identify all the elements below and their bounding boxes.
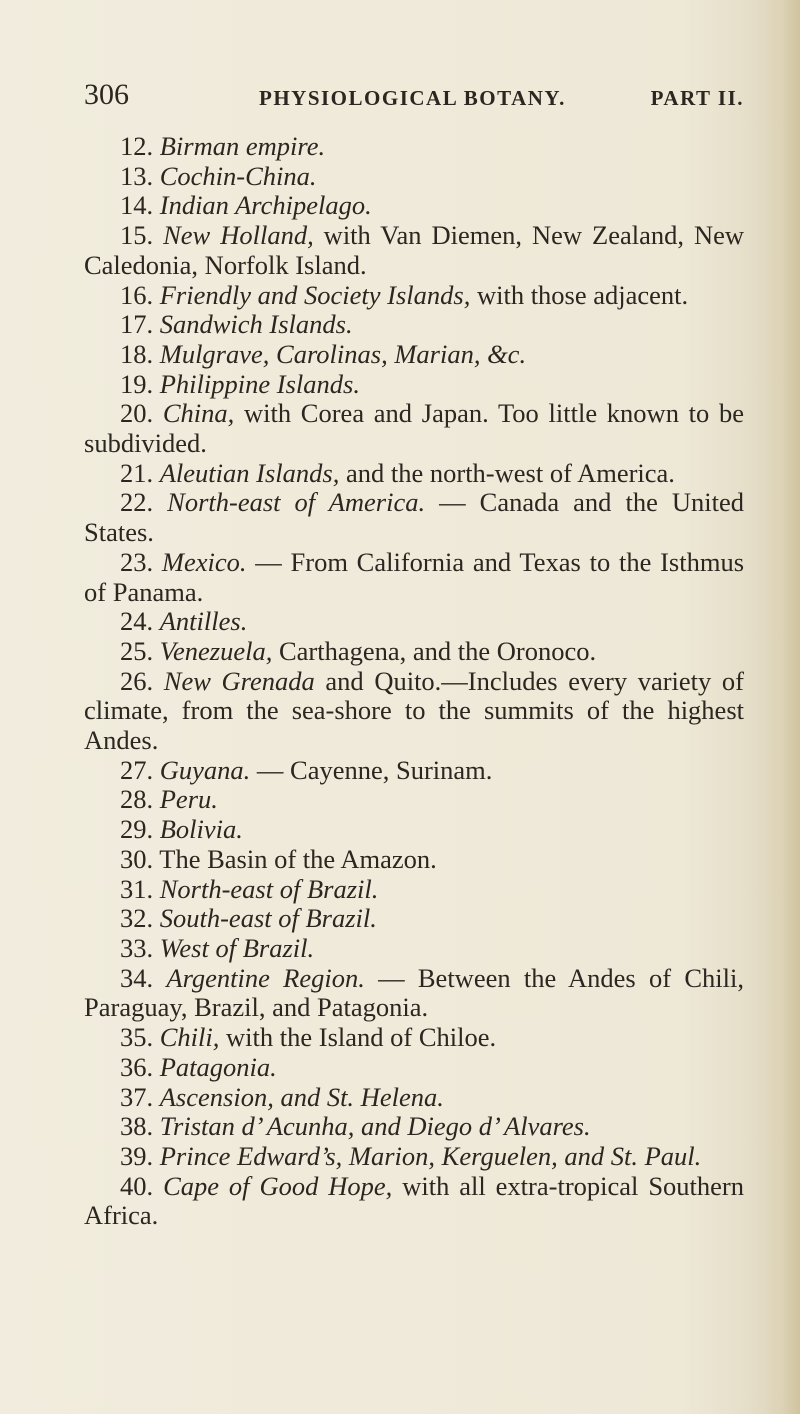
list-item [84, 310, 744, 340]
page-edge-shadow [766, 0, 800, 1414]
list-item [84, 607, 744, 637]
region-name: Guyana. [159, 754, 251, 785]
region-description: and the north-west of America. [339, 457, 675, 488]
region-name: New Grenada [163, 665, 315, 696]
item-number: 12. [120, 131, 160, 161]
list-item [84, 934, 744, 964]
item-number: 14. [120, 190, 160, 221]
page-header [84, 78, 744, 120]
list-item [84, 399, 744, 458]
list-item [84, 845, 744, 875]
list-item [84, 1053, 744, 1083]
list-item [84, 815, 744, 845]
list-item [84, 221, 744, 280]
region-name: Friendly and Society Islands, [159, 279, 471, 310]
list-item [84, 340, 744, 370]
item-number: 17. [120, 309, 160, 340]
region-name: Cochin-China. [159, 160, 317, 191]
region-name: Tristan d’ Acunha, and Diego d’ Alvares. [159, 1111, 591, 1142]
region-name: South-east of Brazil. [159, 903, 377, 934]
item-number: 40. [120, 1170, 164, 1201]
region-name: West of Brazil. [159, 932, 315, 963]
region-name: North-east of America. [167, 487, 426, 518]
item-number: 13. [120, 160, 160, 191]
region-name: Cape of Good Hope, [163, 1170, 393, 1201]
region-name: Mulgrave, Carolinas, Marian, &c. [159, 338, 527, 369]
list-item [84, 281, 744, 311]
item-number: 30. [120, 843, 160, 874]
region-description: Carthagena, and the Oronoco. [272, 635, 597, 666]
item-number: 25. [120, 635, 160, 666]
region-name: Argentine Region. [166, 962, 365, 993]
region-name: Patagonia. [159, 1051, 277, 1082]
list-item [84, 162, 744, 192]
region-description: — From California and Texas to the Isthmus of Panama. [84, 546, 745, 607]
list-item [84, 488, 744, 547]
region-name: Philippine Islands. [159, 368, 360, 399]
item-number: 21. [120, 457, 160, 488]
item-number: 32. [120, 903, 160, 934]
region-description: with Corea and Japan. Too little known to be subdivided. [84, 398, 744, 459]
item-number: 19. [120, 368, 160, 399]
list-item [84, 1023, 744, 1053]
region-description: — Between the Andes of Chili, Paraguay, Brazil, and Patagonia. [84, 962, 744, 1023]
item-number: 26. [120, 665, 164, 696]
item-number: 33. [120, 932, 160, 963]
region-description: — Canada and the United States. [84, 487, 744, 548]
region-name: Venezuela, [159, 635, 273, 666]
region-description: The Basin of the Amazon. [159, 843, 437, 874]
item-number: 18. [120, 338, 160, 369]
item-number: 35. [120, 1022, 160, 1053]
region-description: with those adjacent. [470, 279, 689, 310]
list-item [84, 132, 744, 162]
running-title: PHYSIOLOGICAL BOTANY. [259, 86, 566, 110]
item-number: 15. [120, 220, 164, 251]
list-item [84, 875, 744, 905]
page-number: 306 [84, 78, 129, 111]
region-name: North-east of Brazil. [159, 873, 379, 904]
region-name: Sandwich Islands. [159, 309, 353, 340]
list-item [84, 904, 744, 934]
region-name: China, [162, 398, 235, 429]
region-name: Prince Edward’s, Marion, Kerguelen, and St. Paul. [159, 1140, 702, 1171]
list-item [84, 667, 744, 756]
item-number: 38. [120, 1111, 160, 1142]
region-name: Aleutian Islands, [159, 457, 340, 488]
region-name: New Holland, [163, 220, 314, 251]
list-item [84, 1142, 744, 1172]
region-description: with the Island of Chiloe. [219, 1022, 497, 1053]
region-name: Peru. [159, 784, 218, 815]
item-number: 22. [120, 487, 168, 518]
item-number: 20. [120, 398, 163, 429]
region-name: Mexico. [161, 546, 247, 577]
region-name: Chili, [159, 1022, 220, 1053]
region-description: with all extra-tropical Southern Africa. [84, 1170, 745, 1231]
part-label: PART II. [650, 86, 744, 110]
list-item [84, 459, 744, 489]
list-item [84, 756, 744, 786]
region-name: Indian Archipelago. [159, 190, 372, 221]
item-number: 23. [120, 546, 162, 577]
list-item [84, 1112, 744, 1142]
item-number: 16. [120, 279, 160, 310]
list-item [84, 370, 744, 400]
item-number: 24. [120, 606, 160, 637]
list-item [84, 191, 744, 221]
item-number: 27. [120, 754, 160, 785]
list-item [84, 785, 744, 815]
item-number: 31. [120, 873, 160, 904]
item-number: 34. [120, 962, 167, 993]
region-name: Antilles. [159, 606, 248, 637]
item-number: 28. [120, 784, 160, 815]
item-number: 37. [120, 1081, 160, 1112]
region-description: — Cayenne, Surinam. [250, 754, 493, 785]
region-description: and Quito.—Includes every variety of climate, from the sea-shore to the summits of the highest Andes. [84, 665, 745, 756]
item-number: 39. [120, 1140, 160, 1171]
list-item [84, 637, 744, 667]
region-name: Bolivia. [159, 814, 243, 845]
region-description: with Van Diemen, New Zealand, New Caledonia, Norfolk Island. [84, 220, 744, 280]
list-item [84, 548, 744, 607]
region-name: Ascension, and St. Helena. [159, 1081, 444, 1112]
item-number: 29. [120, 814, 160, 845]
list-item [84, 964, 744, 1023]
region-list [84, 132, 744, 1231]
list-item [84, 1172, 744, 1231]
item-number: 36. [120, 1051, 160, 1082]
list-item [84, 1083, 744, 1113]
region-name: Birman empire. [159, 131, 326, 161]
